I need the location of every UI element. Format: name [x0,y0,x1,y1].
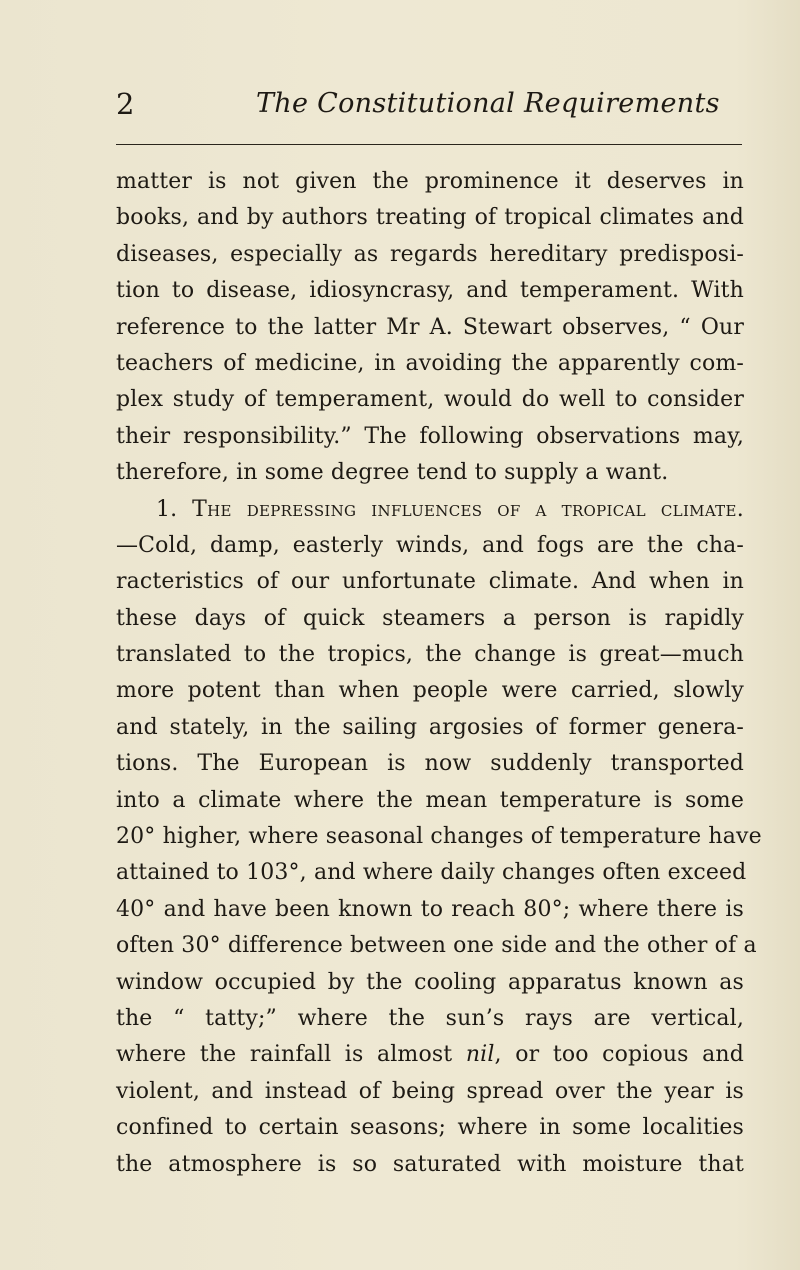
text-line: reference to the latter Mr A. Stewart observes, “ Our [116,314,744,340]
text-line: matter is not given the prominence it deserves in [116,169,744,194]
text-line: tion to disease, idiosyncrasy, and temperament. With [116,278,744,304]
page-header [116,86,742,126]
text-line: teachers of medicine, in avoiding the apparently com- [116,350,744,376]
page-number: 2 [116,87,135,121]
text-line: their responsibility.” The following observations may, [116,423,744,449]
section-heading: The depressing influences of a tropical climate. [192,496,744,522]
text-line: confined to certain seasons; where in some localities [116,1115,744,1141]
running-title: The Constitutional Requirements [256,88,720,119]
text-line [116,1037,744,1073]
body-text [116,164,762,1183]
text-line: 20° higher, where seasonal changes of temperature have [116,824,762,850]
text-line: these days of quick steamers a person is rapidly [116,605,744,631]
text-line: attained to 103°, and where daily changes often exceed [116,860,747,886]
text-line: 40° and have been known to reach 80°; where there is [116,896,744,922]
section-heading-line [116,492,744,528]
text-line: the “ tatty;” where the sun’s rays are vertical, [116,1005,744,1031]
italic-word: nil [465,1042,495,1068]
text-line: books, and by authors treating of tropical climates and [116,205,744,231]
text-line: more potent than when people were carried, slowly [116,678,744,704]
text-line: violent, and instead of being spread over the year is [116,1078,744,1104]
text-line: and stately, in the sailing argosies of former genera- [116,714,744,740]
section-number: 1. [156,496,178,522]
text-line: therefore, in some degree tend to supply a want. [116,460,669,486]
text-line: —Cold, damp, easterly winds, and fogs are the cha- [116,532,744,558]
text-line: the atmosphere is so saturated with moisture that [116,1151,744,1177]
text-line: often 30° difference between one side and the other of a [116,933,757,959]
text-line: plex study of temperament, would do well to consider [116,387,744,413]
text-segment: where the rainfall is almost [116,1042,466,1068]
text-line: tions. The European is now suddenly transported [116,751,744,777]
text-line: window occupied by the cooling apparatus known as [116,969,744,995]
text-line: racteristics of our unfortunate climate. And when in [116,569,744,595]
text-line: translated to the tropics, the change is great—much [116,642,744,668]
text-line: diseases, especially as regards hereditary predisposi- [116,241,744,267]
text-segment: , or too copious and [494,1042,744,1068]
header-rule [116,144,742,145]
text-line: into a climate where the mean temperature is some [116,787,744,813]
